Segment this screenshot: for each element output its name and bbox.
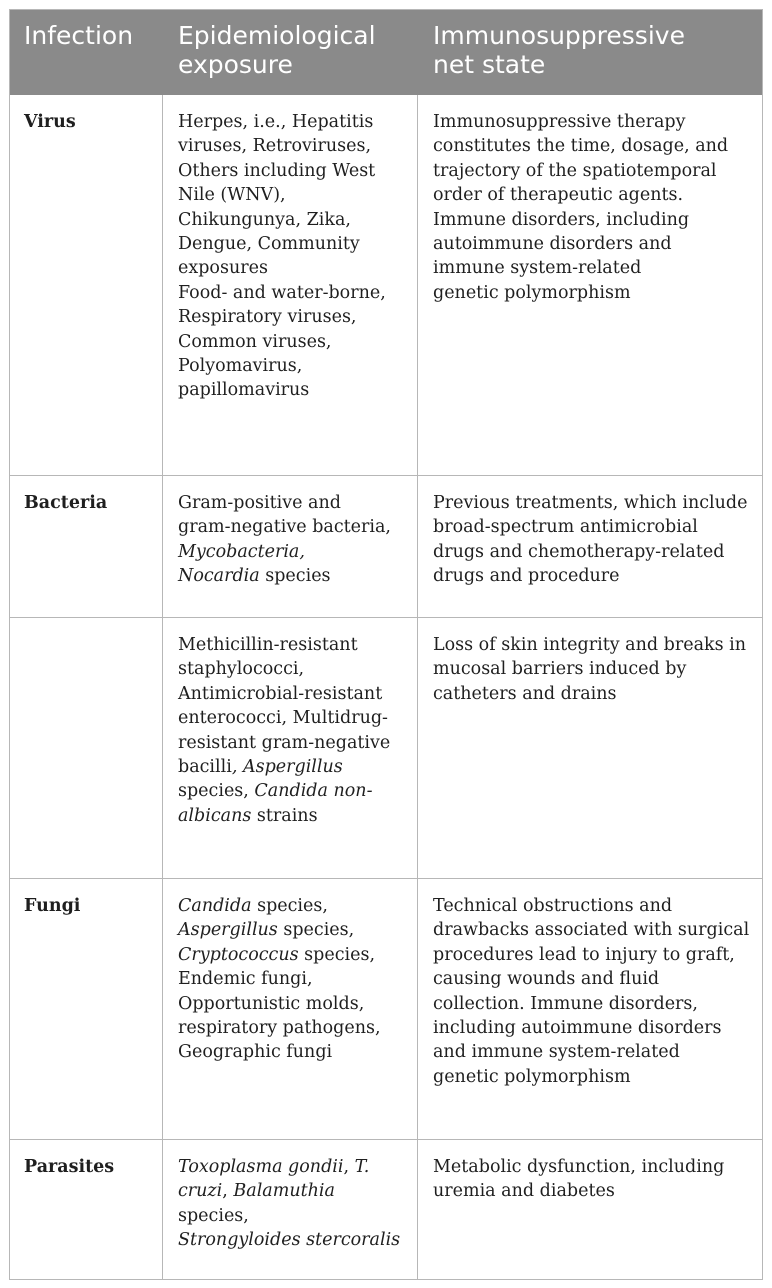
text-run: species, [251, 896, 328, 916]
text-run: strains [251, 805, 318, 826]
text-line [178, 1179, 404, 1203]
text-line: Polyomavirus, [178, 356, 303, 377]
text-run: species, [178, 781, 255, 802]
infection-cell: Parasites [24, 1157, 115, 1177]
text-line: catheters and drains [433, 683, 617, 704]
text-line [178, 894, 404, 918]
text-line: Loss of skin integrity and breaks in [433, 635, 747, 655]
italic-text: cruzi [178, 1181, 223, 1202]
italic-text: Candida non- [254, 781, 373, 802]
text-line: constitutes the time, dosage, and [433, 136, 729, 157]
table-row [10, 95, 762, 476]
net-state-cell [433, 1155, 753, 1204]
text-run: species, [277, 920, 355, 941]
text-line [178, 564, 404, 588]
text-line: Antimicrobial-resistant [178, 683, 383, 704]
exposure-cell [178, 1155, 404, 1253]
text-line: trajectory of the spatiotemporal [433, 160, 717, 181]
infection-cell: Fungi [24, 896, 81, 916]
text-line [178, 943, 404, 967]
text-line [178, 1155, 404, 1179]
text-line: procedures lead to injury to graft, [433, 944, 735, 965]
net-state-cell [433, 491, 753, 589]
text-line: Common viruses, [178, 331, 332, 352]
text-line: Endemic fungi, [178, 969, 313, 990]
text-line: exposures [178, 258, 268, 279]
text-line [178, 804, 404, 828]
text-run: , [222, 1181, 234, 1202]
text-run: species, [298, 944, 376, 965]
text-line: Methicillin-resistant [178, 635, 358, 655]
text-line: drugs and chemotherapy-related [433, 541, 725, 562]
italic-text: T. [354, 1157, 370, 1177]
table-row [10, 618, 762, 879]
text-line: Nile (WNV), [178, 185, 286, 206]
italic-text: Cryptococcus [178, 944, 299, 965]
text-line: viruses, Retroviruses, [178, 136, 372, 157]
text-line: genetic polymorphism [433, 282, 631, 303]
text-line: Others including West [178, 160, 376, 181]
table-row [10, 476, 762, 618]
text-line [178, 755, 404, 779]
net-state-cell [433, 110, 753, 305]
table-row [10, 1140, 762, 1279]
italic-text: , Aspergillus [231, 757, 343, 778]
text-line: Opportunistic molds, [178, 993, 365, 1014]
text-line: enterococci, Multidrug- [178, 708, 388, 729]
text-line: including autoimmune disorders [433, 1018, 722, 1039]
text-line: autoimmune disorders and [433, 234, 672, 255]
exposure-cell [178, 110, 404, 403]
text-run: bacilli [178, 757, 232, 778]
text-line: Immunosuppressive therapy [433, 112, 686, 132]
text-line: Technical obstructions and [433, 896, 673, 916]
infection-cell: Bacteria [24, 493, 108, 513]
italic-text: Nocardia [178, 566, 260, 587]
text-line [178, 918, 404, 942]
text-run: , [343, 1157, 355, 1177]
text-line: resistant gram-negative [178, 732, 391, 753]
text-line: Previous treatments, which include [433, 493, 748, 513]
italic-text: Candida [178, 896, 252, 916]
table-row [10, 879, 762, 1140]
text-line: Respiratory viruses, [178, 307, 357, 328]
text-line: Geographic fungi [178, 1042, 333, 1063]
text-line: species, [178, 1205, 249, 1226]
text-line: mucosal barriers induced by [433, 659, 687, 680]
text-run: species [259, 566, 331, 587]
text-line: gram-negative bacteria, [178, 517, 391, 538]
italic-text: Aspergillus [178, 920, 278, 941]
text-line: Mycobacteria, [178, 541, 305, 562]
text-line: Herpes, i.e., Hepatitis [178, 112, 374, 132]
text-line: staphylococci, [178, 659, 305, 680]
text-line: genetic polymorphism [433, 1066, 631, 1087]
text-line: Dengue, Community [178, 234, 360, 255]
text-line: collection. Immune disorders, [433, 993, 698, 1014]
text-line: Food- and water-borne, [178, 282, 386, 303]
text-line: drugs and procedure [433, 566, 620, 587]
data-table [9, 9, 763, 1280]
header-epidemiological-exposure: Epidemiological exposure [178, 21, 376, 79]
text-line: papillomavirus [178, 380, 310, 401]
infection-cell: Virus [24, 112, 76, 132]
table-header [10, 10, 762, 95]
header-immunosuppressive-net-state: Immunosuppressive net state [433, 21, 685, 79]
text-line: Metabolic dysfunction, including [433, 1157, 725, 1177]
text-line: broad-spectrum antimicrobial [433, 517, 698, 538]
exposure-cell [178, 894, 404, 1065]
text-line: drawbacks associated with surgical [433, 920, 750, 941]
italic-text: Balamuthia [233, 1181, 335, 1202]
exposure-cell [178, 633, 404, 828]
header-infection: Infection [24, 21, 134, 50]
net-state-cell [433, 894, 753, 1089]
italic-text: albicans [178, 805, 252, 826]
text-line: Immune disorders, including [433, 209, 690, 230]
italic-text: Toxoplasma gondii [178, 1157, 344, 1177]
text-line: Chikungunya, Zika, [178, 209, 351, 230]
text-line: Strongyloides stercoralis [178, 1230, 401, 1251]
text-line: causing wounds and fluid [433, 969, 660, 990]
text-line: uremia and diabetes [433, 1181, 615, 1202]
net-state-cell [433, 633, 753, 706]
text-line: respiratory pathogens, [178, 1018, 381, 1039]
text-line: and immune system-related [433, 1042, 680, 1063]
text-line [178, 779, 404, 803]
text-line: immune system-related [433, 258, 642, 279]
text-line: order of therapeutic agents. [433, 185, 684, 206]
text-line: Gram-positive and [178, 493, 341, 513]
exposure-cell [178, 491, 404, 589]
